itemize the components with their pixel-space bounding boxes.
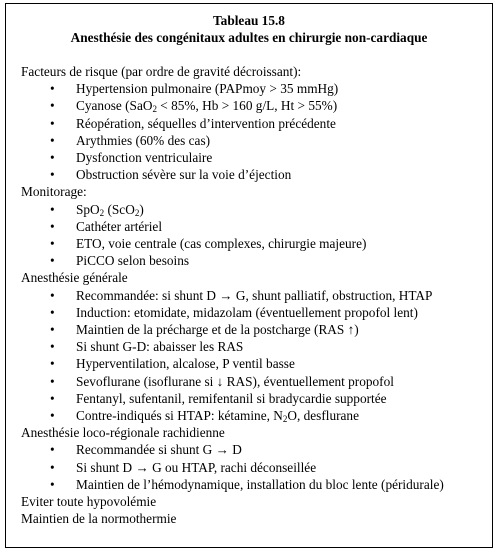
list-item	[21, 373, 492, 390]
list-item-text: Hypertension pulmonaire (PAPmoy > 35 mmHg)	[76, 81, 339, 97]
table-header	[6, 12, 492, 46]
section-heading: Facteurs de risque (par ordre de gravité décroissant):	[21, 64, 302, 79]
list-item-text: Fentanyl, sufentanil, remifentanil si bradycardie supportée	[76, 390, 387, 406]
list-item-text: Si shunt G-D: abaisser les RAS	[76, 339, 244, 355]
list-item-text: Arythmies (60% des cas)	[76, 132, 211, 148]
list-item	[21, 166, 492, 183]
list-item-text: Dysfonction ventriculaire	[76, 150, 213, 166]
list-item-text: Réopération, séquelles d’intervention précédente	[76, 115, 336, 131]
list-item	[21, 321, 492, 338]
section-heading: Anesthésie loco-régionale rachidienne	[21, 425, 225, 441]
list-item	[21, 355, 492, 372]
list-item	[21, 218, 492, 235]
bullet: •	[50, 322, 55, 338]
list-item	[21, 407, 492, 424]
list-item-text: SpO$_2$ (ScO$_2$)	[76, 201, 144, 218]
section-heading: Anesthésie générale	[21, 270, 128, 286]
section-heading: Eviter toute hypovolémie	[21, 494, 157, 510]
list-item	[21, 201, 492, 218]
list-item-text: Maintien de l’hémodynamique, installation du bloc lente (péridurale)	[76, 476, 444, 492]
list-item	[21, 97, 492, 114]
list-item	[21, 304, 492, 321]
list-item-text: Hyperventilation, alcalose, P ventil basse	[76, 356, 295, 372]
section	[21, 183, 492, 269]
list-item	[21, 235, 492, 252]
list-item	[21, 459, 492, 476]
list-item-text: Cyanose (SaO$_2$ < 85%, Hb > 160 g/L, Ht > 55%)	[76, 98, 338, 115]
section	[21, 63, 492, 183]
section	[21, 424, 492, 493]
bullet: •	[50, 167, 55, 183]
section	[21, 493, 492, 510]
section	[21, 269, 492, 424]
bullet: •	[50, 201, 55, 217]
list-item	[21, 115, 492, 132]
bullet: •	[50, 356, 55, 372]
section-heading: Maintien de la normothermie	[21, 511, 177, 527]
table-subtitle: Anesthésie des congénitaux adultes en chirurgie non-cardiaque	[70, 30, 428, 45]
bullet: •	[50, 150, 55, 166]
bullet: •	[50, 459, 55, 475]
table-content	[6, 63, 492, 527]
list-item	[21, 287, 492, 304]
list-item-text: Cathéter artériel	[76, 218, 163, 234]
list-item-text: ETO, voie centrale (cas complexes, chirurgie majeure)	[76, 236, 367, 252]
table-box	[5, 3, 493, 548]
list-item	[21, 80, 492, 97]
bullet: •	[50, 339, 55, 355]
list-item-text: Recommandée si shunt G → D	[76, 442, 242, 458]
list-item-text: Si shunt D → G ou HTAP, rachi déconseillée	[76, 459, 317, 475]
list-item	[21, 338, 492, 355]
bullet: •	[50, 218, 55, 234]
bullet: •	[50, 442, 55, 458]
list-item-text: Maintien de la précharge et de la postcharge (RAS ↑)	[76, 322, 359, 338]
bullet: •	[50, 236, 55, 252]
bullet: •	[50, 476, 55, 492]
section-heading: Monitorage:	[21, 184, 87, 200]
bullet: •	[50, 81, 55, 97]
bullet: •	[50, 373, 55, 389]
list-item-text: PiCCO selon besoins	[76, 253, 190, 269]
list-item-text: Sevoflurane (isoflurane si ↓ RAS), éventuellement propofol	[76, 373, 394, 389]
bullet: •	[50, 287, 55, 303]
list-item-text: Contre-indiqués si HTAP: kétamine, $N_2O$, desflurane	[76, 408, 359, 425]
table-title: Tableau 15.8	[213, 13, 285, 28]
list-item	[21, 132, 492, 149]
bullet: •	[50, 132, 55, 148]
list-item	[21, 441, 492, 458]
list-item	[21, 149, 492, 166]
bullet: •	[50, 98, 55, 114]
bullet: •	[50, 304, 55, 320]
bullet: •	[50, 253, 55, 269]
list-item-text: Recommandée: si shunt D → G, shunt palliatif, obstruction, HTAP	[76, 287, 433, 303]
list-item-text: Induction: etomidate, midazolam (éventuellement propofol lent)	[76, 304, 418, 320]
section	[21, 510, 492, 527]
list-item	[21, 252, 492, 269]
bullet: •	[50, 115, 55, 131]
list-item	[21, 390, 492, 407]
list-item-text: Obstruction sévère sur la voie d’éjection	[76, 167, 292, 183]
bullet: •	[50, 408, 55, 424]
bullet: •	[50, 390, 55, 406]
list-item	[21, 476, 492, 493]
